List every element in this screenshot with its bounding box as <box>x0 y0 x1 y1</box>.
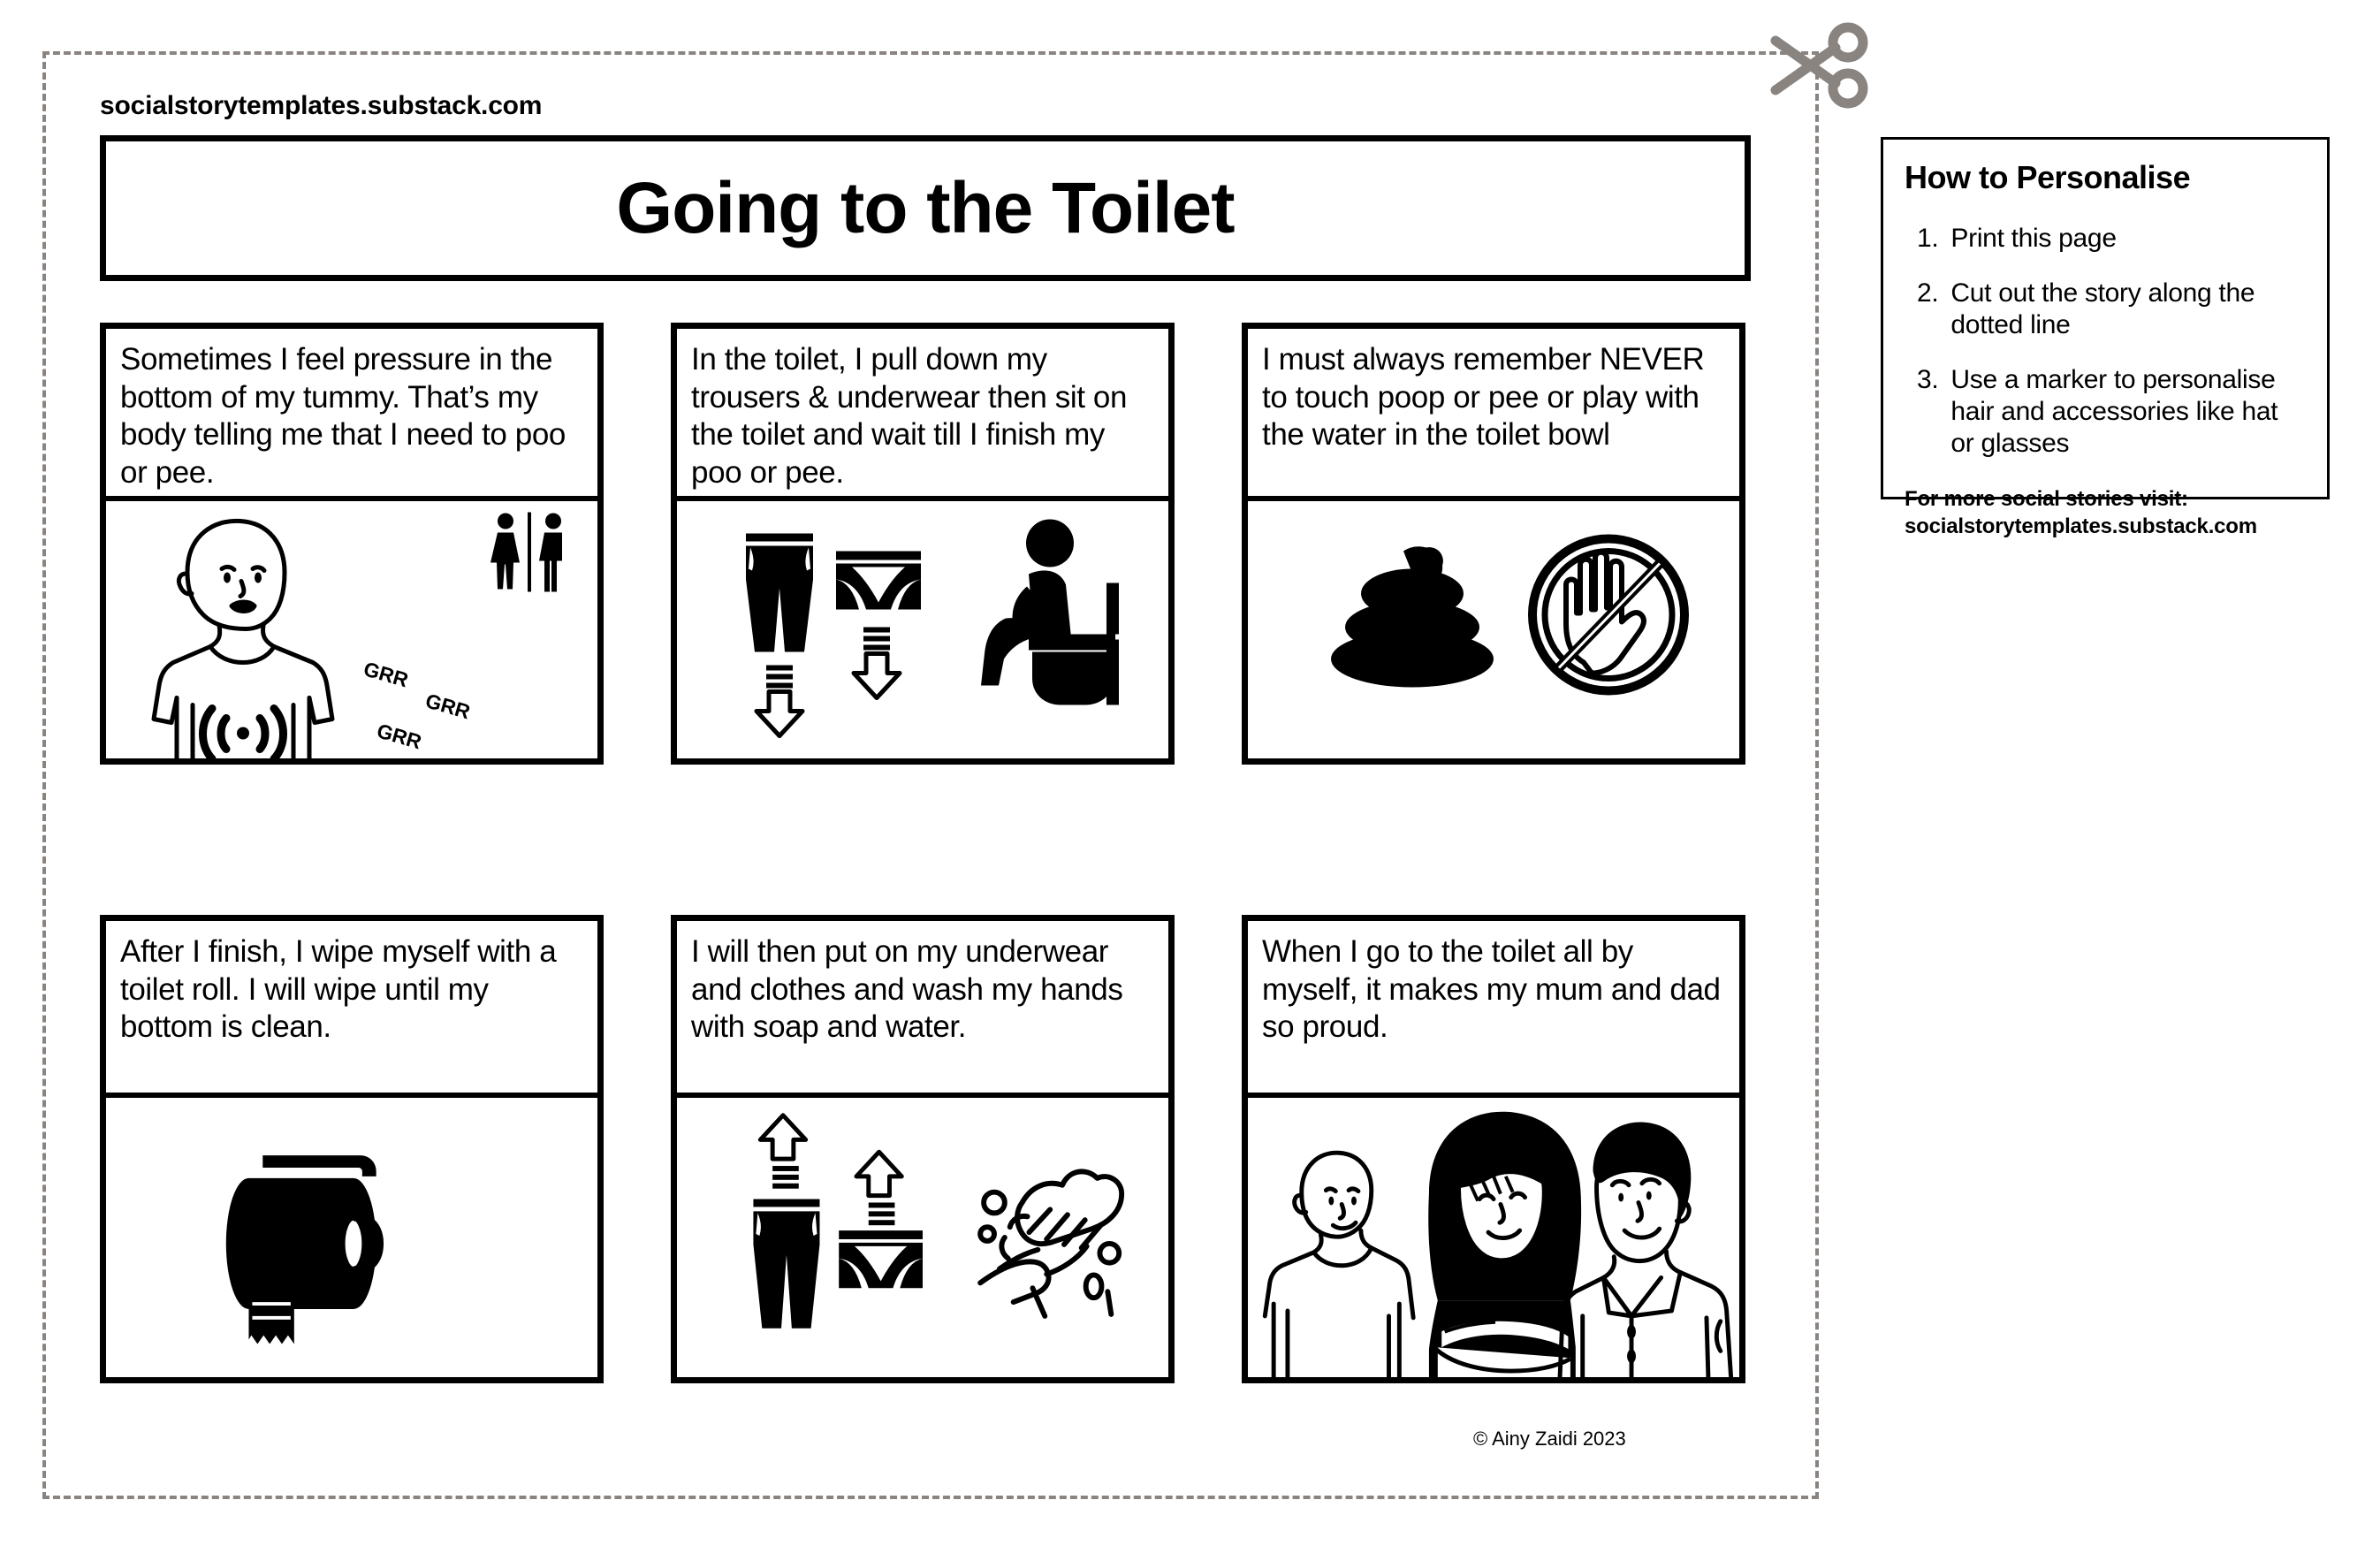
panel-6-text: When I go to the toilet all by myself, it makes my mum and dad so proud. <box>1248 921 1739 1098</box>
grr-label-2: GRR <box>422 689 473 724</box>
step-3-number: 3. <box>1917 365 1939 394</box>
trousers-icon <box>746 534 813 652</box>
story-panel-2 <box>671 323 1175 765</box>
panel-3-text: I must always remember NEVER to touch poop or pee or play with the water in the toilet bowl <box>1248 329 1739 501</box>
panel-4-illustration <box>106 1098 597 1377</box>
panel-row-bottom <box>100 915 1770 1383</box>
panel-1-illustration <box>106 501 597 758</box>
personalise-step-3 <box>1905 364 2306 460</box>
mother-icon <box>1428 1112 1581 1377</box>
panel-5-text: I will then put on my underwear and clothes and wash my hands with soap and water. <box>677 921 1168 1098</box>
personalise-step-1 <box>1905 223 2306 255</box>
site-url-top: socialstorytemplates.substack.com <box>100 91 543 120</box>
page-title: Going to the Toilet <box>616 167 1235 248</box>
step-2-number: 2. <box>1917 278 1939 308</box>
story-panel-1 <box>100 323 604 765</box>
down-arrow-icon <box>854 628 900 698</box>
toilet-roll-icon <box>226 1155 380 1344</box>
person-on-toilet-icon <box>981 520 1119 705</box>
up-arrow-icon <box>856 1152 901 1225</box>
grr-label-1: GRR <box>361 657 411 692</box>
personalise-steps-list <box>1905 223 2306 460</box>
trousers-icon <box>753 1199 819 1329</box>
sidebar-footer-line-2: socialstorytemplates.substack.com <box>1905 514 2257 538</box>
poop-icon <box>1331 546 1494 687</box>
panel-3-illustration <box>1248 501 1739 758</box>
panel-6-illustration <box>1248 1098 1739 1377</box>
step-3-text: Use a marker to personalise hair and accessories like hat or glasses <box>1950 365 2278 458</box>
panel-row-top <box>100 323 1770 765</box>
story-panel-5 <box>671 915 1175 1383</box>
personalise-step-2 <box>1905 278 2306 341</box>
how-to-personalise-panel <box>1881 137 2330 538</box>
panel-2-illustration <box>677 501 1168 758</box>
father-icon <box>1560 1123 1731 1377</box>
grr-label-3: GRR <box>374 719 424 754</box>
underwear-icon <box>839 1230 923 1288</box>
title-box <box>100 135 1751 281</box>
story-panel-4 <box>100 915 604 1383</box>
step-1-number: 1. <box>1917 224 1939 253</box>
copyright-notice: © Ainy Zaidi 2023 <box>1473 1428 1626 1450</box>
sidebar-footer-line-1: For more social stories visit: <box>1905 487 2188 511</box>
panel-4-text: After I finish, I wipe myself with a toilet roll. I will wipe until my bottom is clean. <box>106 921 597 1098</box>
sidebar-footer <box>1905 486 2306 540</box>
step-2-text: Cut out the story along the dotted line <box>1950 278 2255 339</box>
story-panel-3 <box>1242 323 1745 765</box>
panel-5-illustration <box>677 1098 1168 1377</box>
up-arrow-icon <box>760 1116 805 1189</box>
tummy-rumble-icon <box>203 709 284 759</box>
sidebar-heading: How to Personalise <box>1905 159 2191 195</box>
child-icon <box>1265 1153 1413 1377</box>
panel-2-text: In the toilet, I pull down my trousers & underwear then sit on the toilet and wait till I finish my poo or pee. <box>677 329 1168 501</box>
step-1-text: Print this page <box>1950 224 2117 253</box>
panel-1-text: Sometimes I feel pressure in the bottom of my tummy. That’s my body telling me that I need to poo or pee. <box>106 329 597 501</box>
washing-hands-icon <box>980 1171 1122 1315</box>
no-touching-hand-icon <box>1532 539 1684 691</box>
underwear-icon <box>836 552 921 610</box>
down-arrow-icon <box>757 666 802 736</box>
restroom-sign-icon <box>490 513 562 592</box>
scissors-icon <box>1763 19 1878 126</box>
worried-boy-icon <box>154 521 332 758</box>
story-sheet <box>84 84 1772 1463</box>
story-panel-6 <box>1242 915 1745 1383</box>
